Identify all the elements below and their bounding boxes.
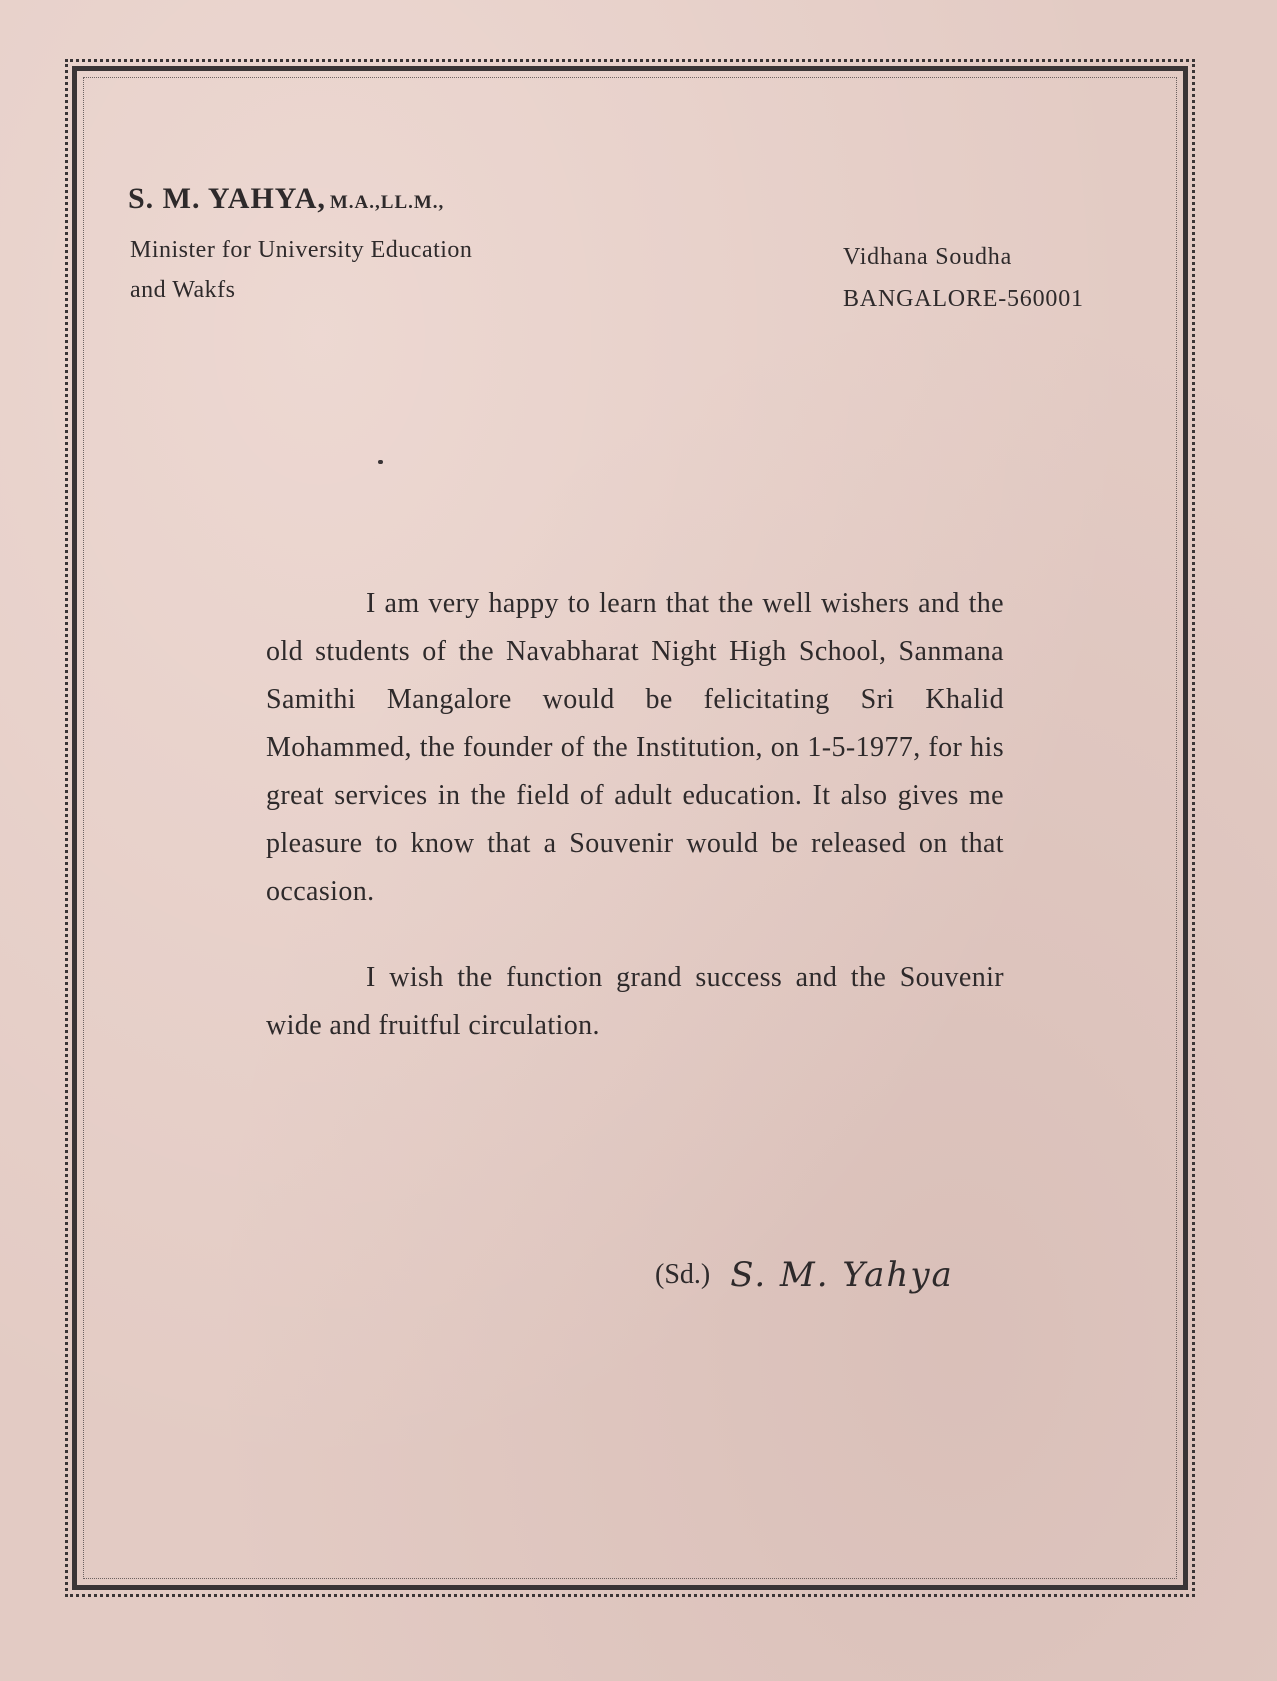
- designation-line-2: and Wakfs: [130, 277, 236, 303]
- sender-qualifications: M.A.,LL.M.,: [329, 192, 445, 213]
- designation-line-1: Minister for University Education: [130, 237, 473, 263]
- body-paragraph-2: I wish the function grand success and the Souvenir wide and fruitful circulation.: [266, 962, 1004, 1041]
- address-line-2: BANGALORE-560001: [843, 286, 1084, 312]
- ink-speck: [378, 460, 383, 464]
- signature-prefix: (Sd.): [655, 1259, 711, 1290]
- letterhead-name: [128, 182, 444, 216]
- signature-block: [655, 1255, 954, 1295]
- sender-address: [843, 236, 1084, 320]
- body-paragraph-1: I am very happy to learn that the well wishers and the old students of the Navabharat Night High School, Sanmana Samithi Mangalore would be felicitating Sri Khalid Mohammed, the founder of the Institution, on 1-5-1977, for his great services in the field of adult education. It also gives me pleasure to know that a Souvenir would be released on that occasion.: [266, 588, 1004, 907]
- signature-name: S. M. Yahya: [730, 1255, 954, 1295]
- sender-name: S. M. YAHYA,: [128, 182, 326, 215]
- sender-designation: [130, 230, 472, 310]
- letter-body: [266, 580, 1004, 1050]
- address-line-1: Vidhana Soudha: [843, 244, 1013, 270]
